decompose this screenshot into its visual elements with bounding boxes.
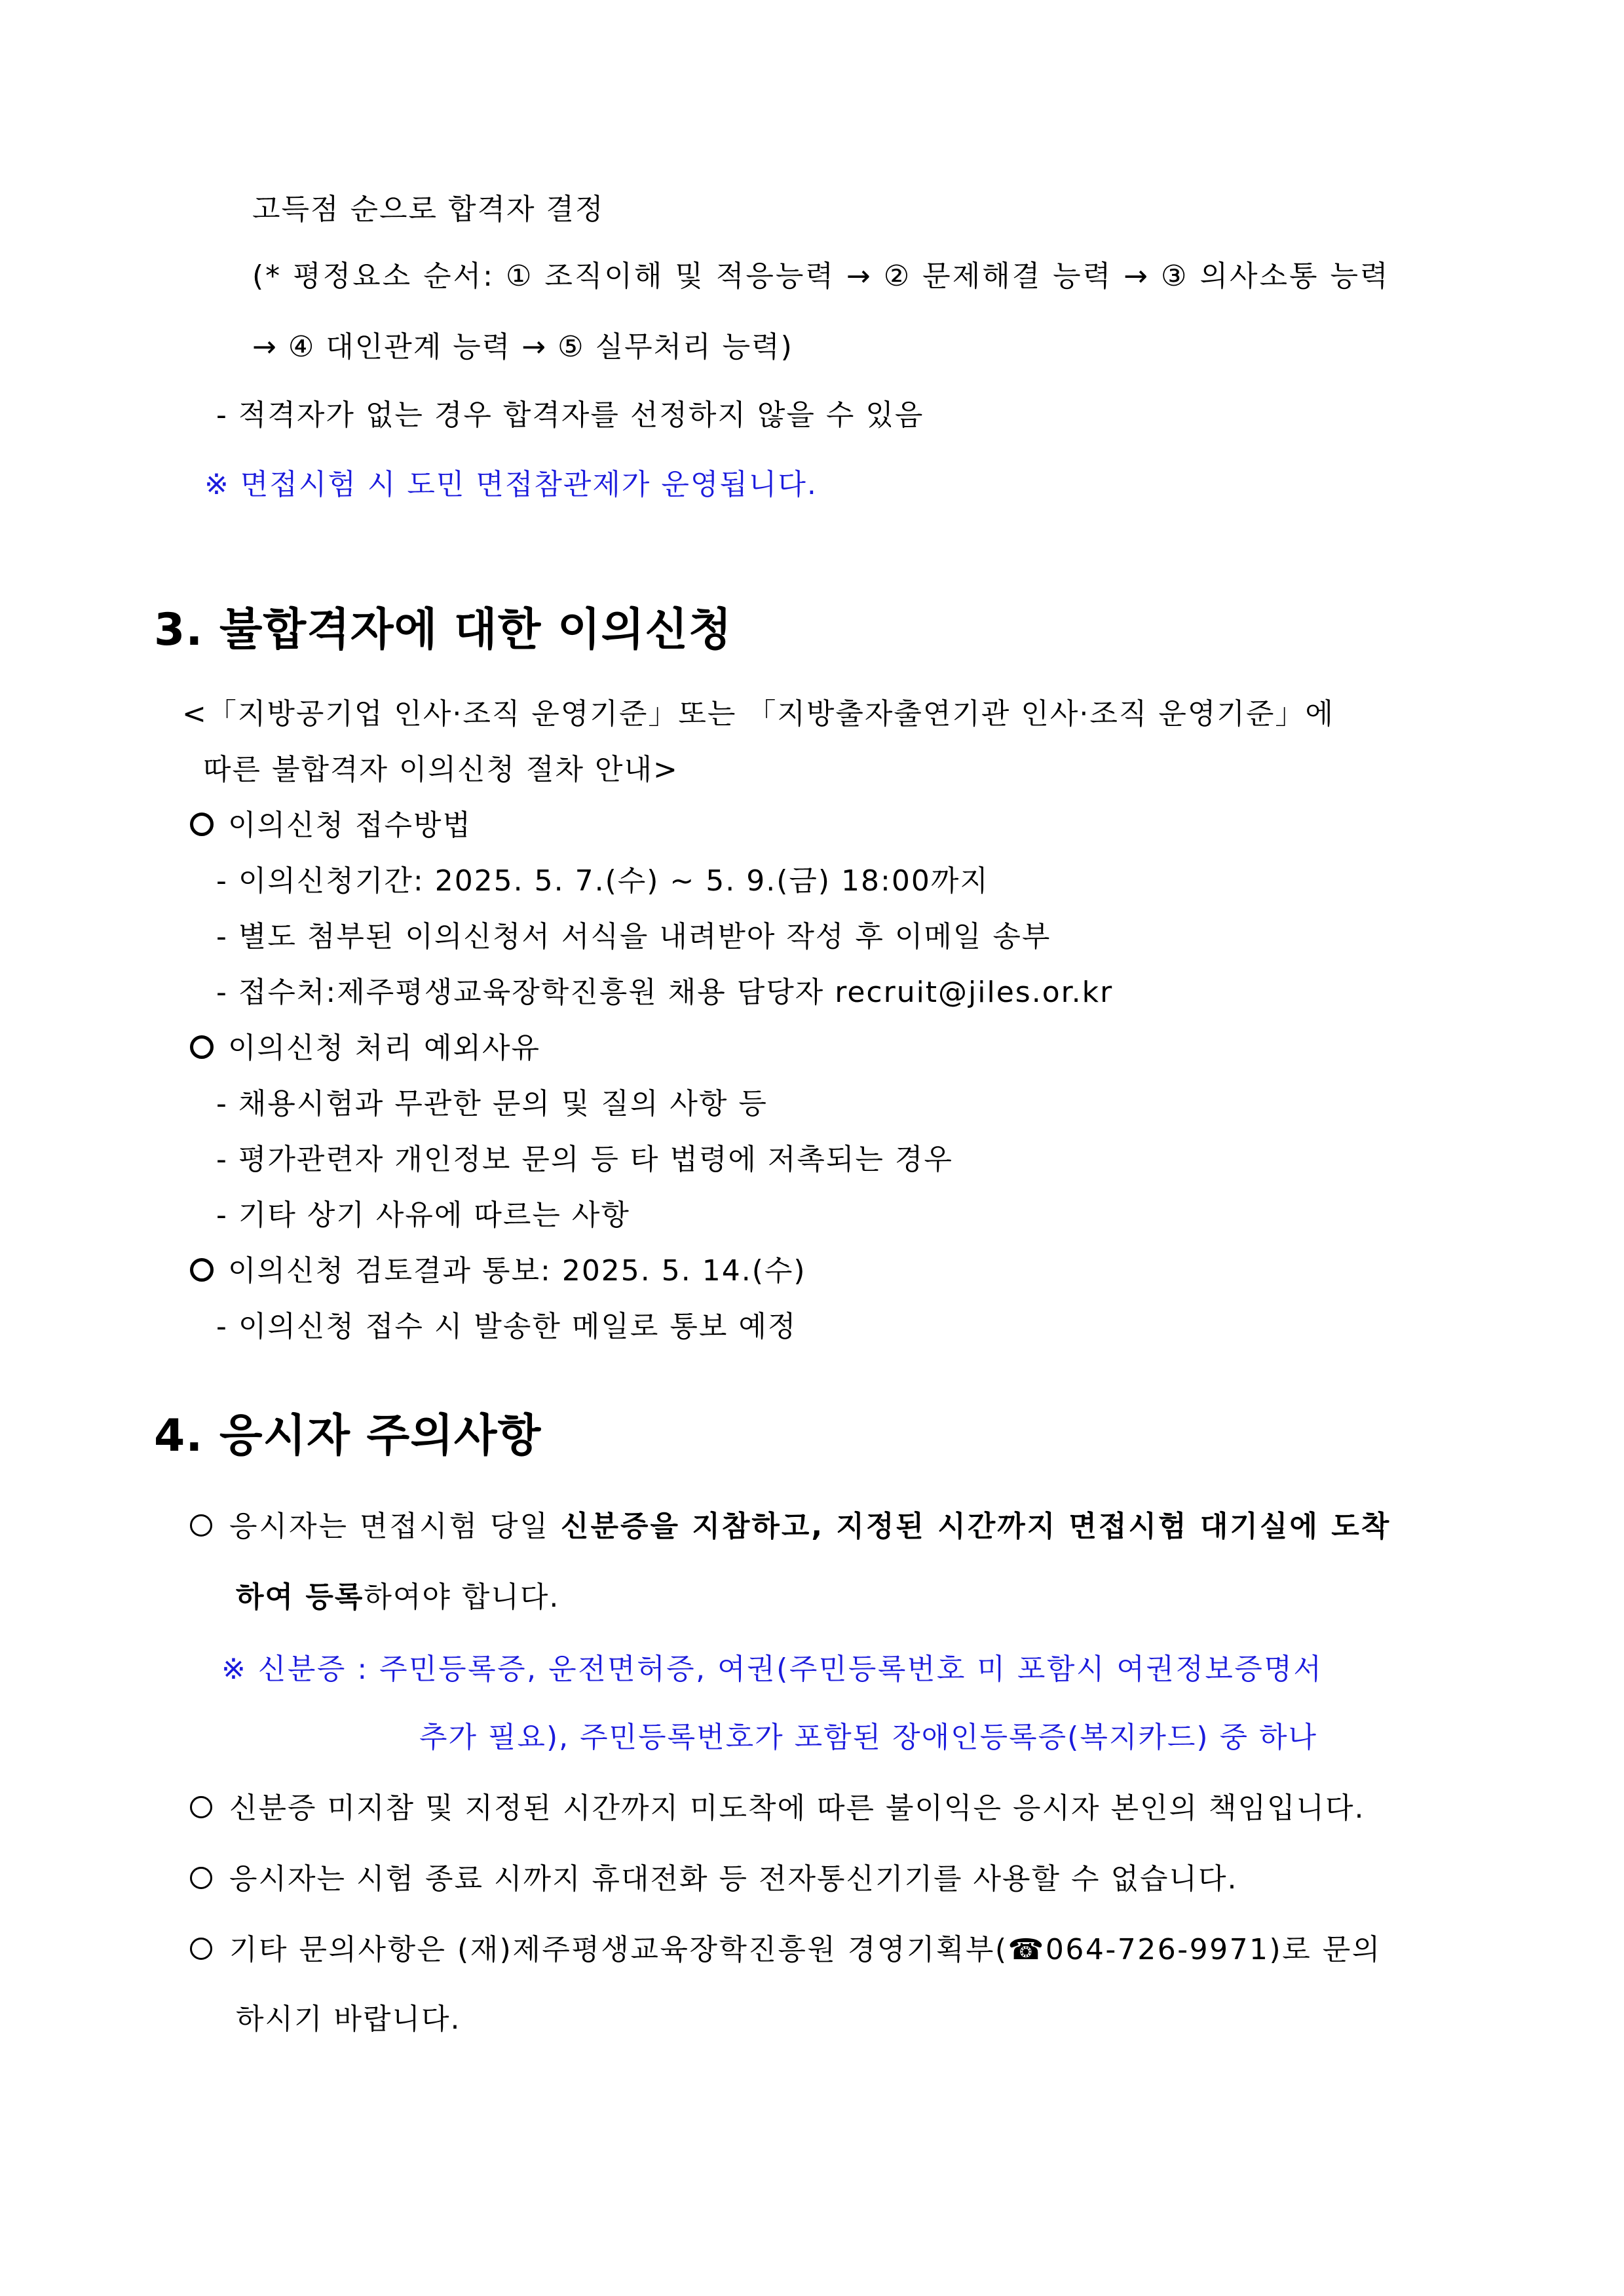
circle-bullet-icon [190, 1867, 212, 1889]
exception-item: - 평가관련자 개인정보 문의 등 타 법령에 저촉되는 경우 [216, 1143, 953, 1176]
appeal-result-item: - 이의신청 접수 시 발송한 메일로 통보 예정 [216, 1310, 797, 1343]
notice-item-3: 응시자는 시험 종료 시까지 휴대전화 등 전자통신기기를 사용할 수 없습니다. [190, 1860, 1237, 1899]
no-qualified-note: - 적격자가 없는 경우 합격자를 선정하지 않을 수 있음 [216, 398, 924, 432]
exception-item: - 기타 상기 사유에 따르는 사항 [216, 1198, 630, 1232]
notice-item-2: 신분증 미지참 및 지정된 시간까지 미도착에 따른 불이익은 응시자 본인의 책임입니다. [190, 1789, 1365, 1828]
appeal-contact-item: - 접수처:제주평생교육장학진흥원 채용 담당자 recruit@jiles.or.kr [216, 976, 1114, 1009]
circle-bullet-icon [190, 1514, 212, 1537]
circle-bullet-icon [190, 1258, 214, 1282]
id-note-line2: 추가 필요), 주민등록번호가 포함된 장애인등록증(복지카드) 중 하나 [419, 1721, 1318, 1754]
circle-bullet-icon [190, 813, 214, 836]
notice-item-4-cont: 하시기 바랍니다. [236, 2002, 461, 2036]
appeal-intro-line2: 따른 불합격자 이의신청 절차 안내> [203, 753, 679, 786]
section-3-heading: 3. 불합격자에 대한 이의신청 [154, 604, 732, 656]
notice-item-1: 응시자는 면접시험 당일 신분증을 지참하고, 지정된 시간까지 면접시험 대기실에 도착 [190, 1507, 1391, 1546]
appeal-exception-title: 이의신청 처리 예외사유 [190, 1029, 540, 1068]
evaluation-order-text: (* 평정요소 순서: ① 조직이해 및 적응능력 → ② 문제해결 능력 → ③ 의사소통 능력 [252, 259, 1390, 293]
observer-notice: ※ 면접시험 시 도민 면접참관제가 운영됩니다. [204, 468, 818, 501]
evaluation-order-continued: → ④ 대인관계 능력 → ⑤ 실무처리 능력) [252, 330, 793, 364]
notice-item-4: 기타 문의사항은 (재)제주평생교육장학진흥원 경영기획부(☎064-726-9971)로 문의 [190, 1930, 1382, 1970]
circle-bullet-icon [190, 1938, 212, 1960]
section-4-heading: 4. 응시자 주의사항 [154, 1410, 542, 1462]
circle-bullet-icon [190, 1796, 212, 1818]
criteria-text: 고득점 순으로 합격자 결정 [252, 193, 605, 226]
circle-bullet-icon [190, 1035, 214, 1059]
appeal-intro-line1: <「지방공기업 인사·조직 운영기준」또는 「지방출자출연기관 인사·조직 운영기준」에 [182, 697, 1334, 731]
appeal-result-title: 이의신청 검토결과 통보: 2025. 5. 14.(수) [190, 1252, 806, 1291]
appeal-method-title: 이의신청 접수방법 [190, 806, 472, 845]
id-note-line1: ※ 신분증 : 주민등록증, 운전면허증, 여권(주민등록번호 미 포함시 여권정보증명서 [221, 1653, 1323, 1686]
exception-item: - 채용시험과 무관한 문의 및 질의 사항 등 [216, 1087, 768, 1120]
notice-item-1-cont: 하여 등록하여야 합니다. [236, 1580, 560, 1614]
appeal-form-item: - 별도 첨부된 이의신청서 서식을 내려받아 작성 후 이메일 송부 [216, 920, 1051, 953]
appeal-period-item: - 이의신청기간: 2025. 5. 7.(수) ~ 5. 9.(금) 18:00까지 [216, 864, 989, 898]
